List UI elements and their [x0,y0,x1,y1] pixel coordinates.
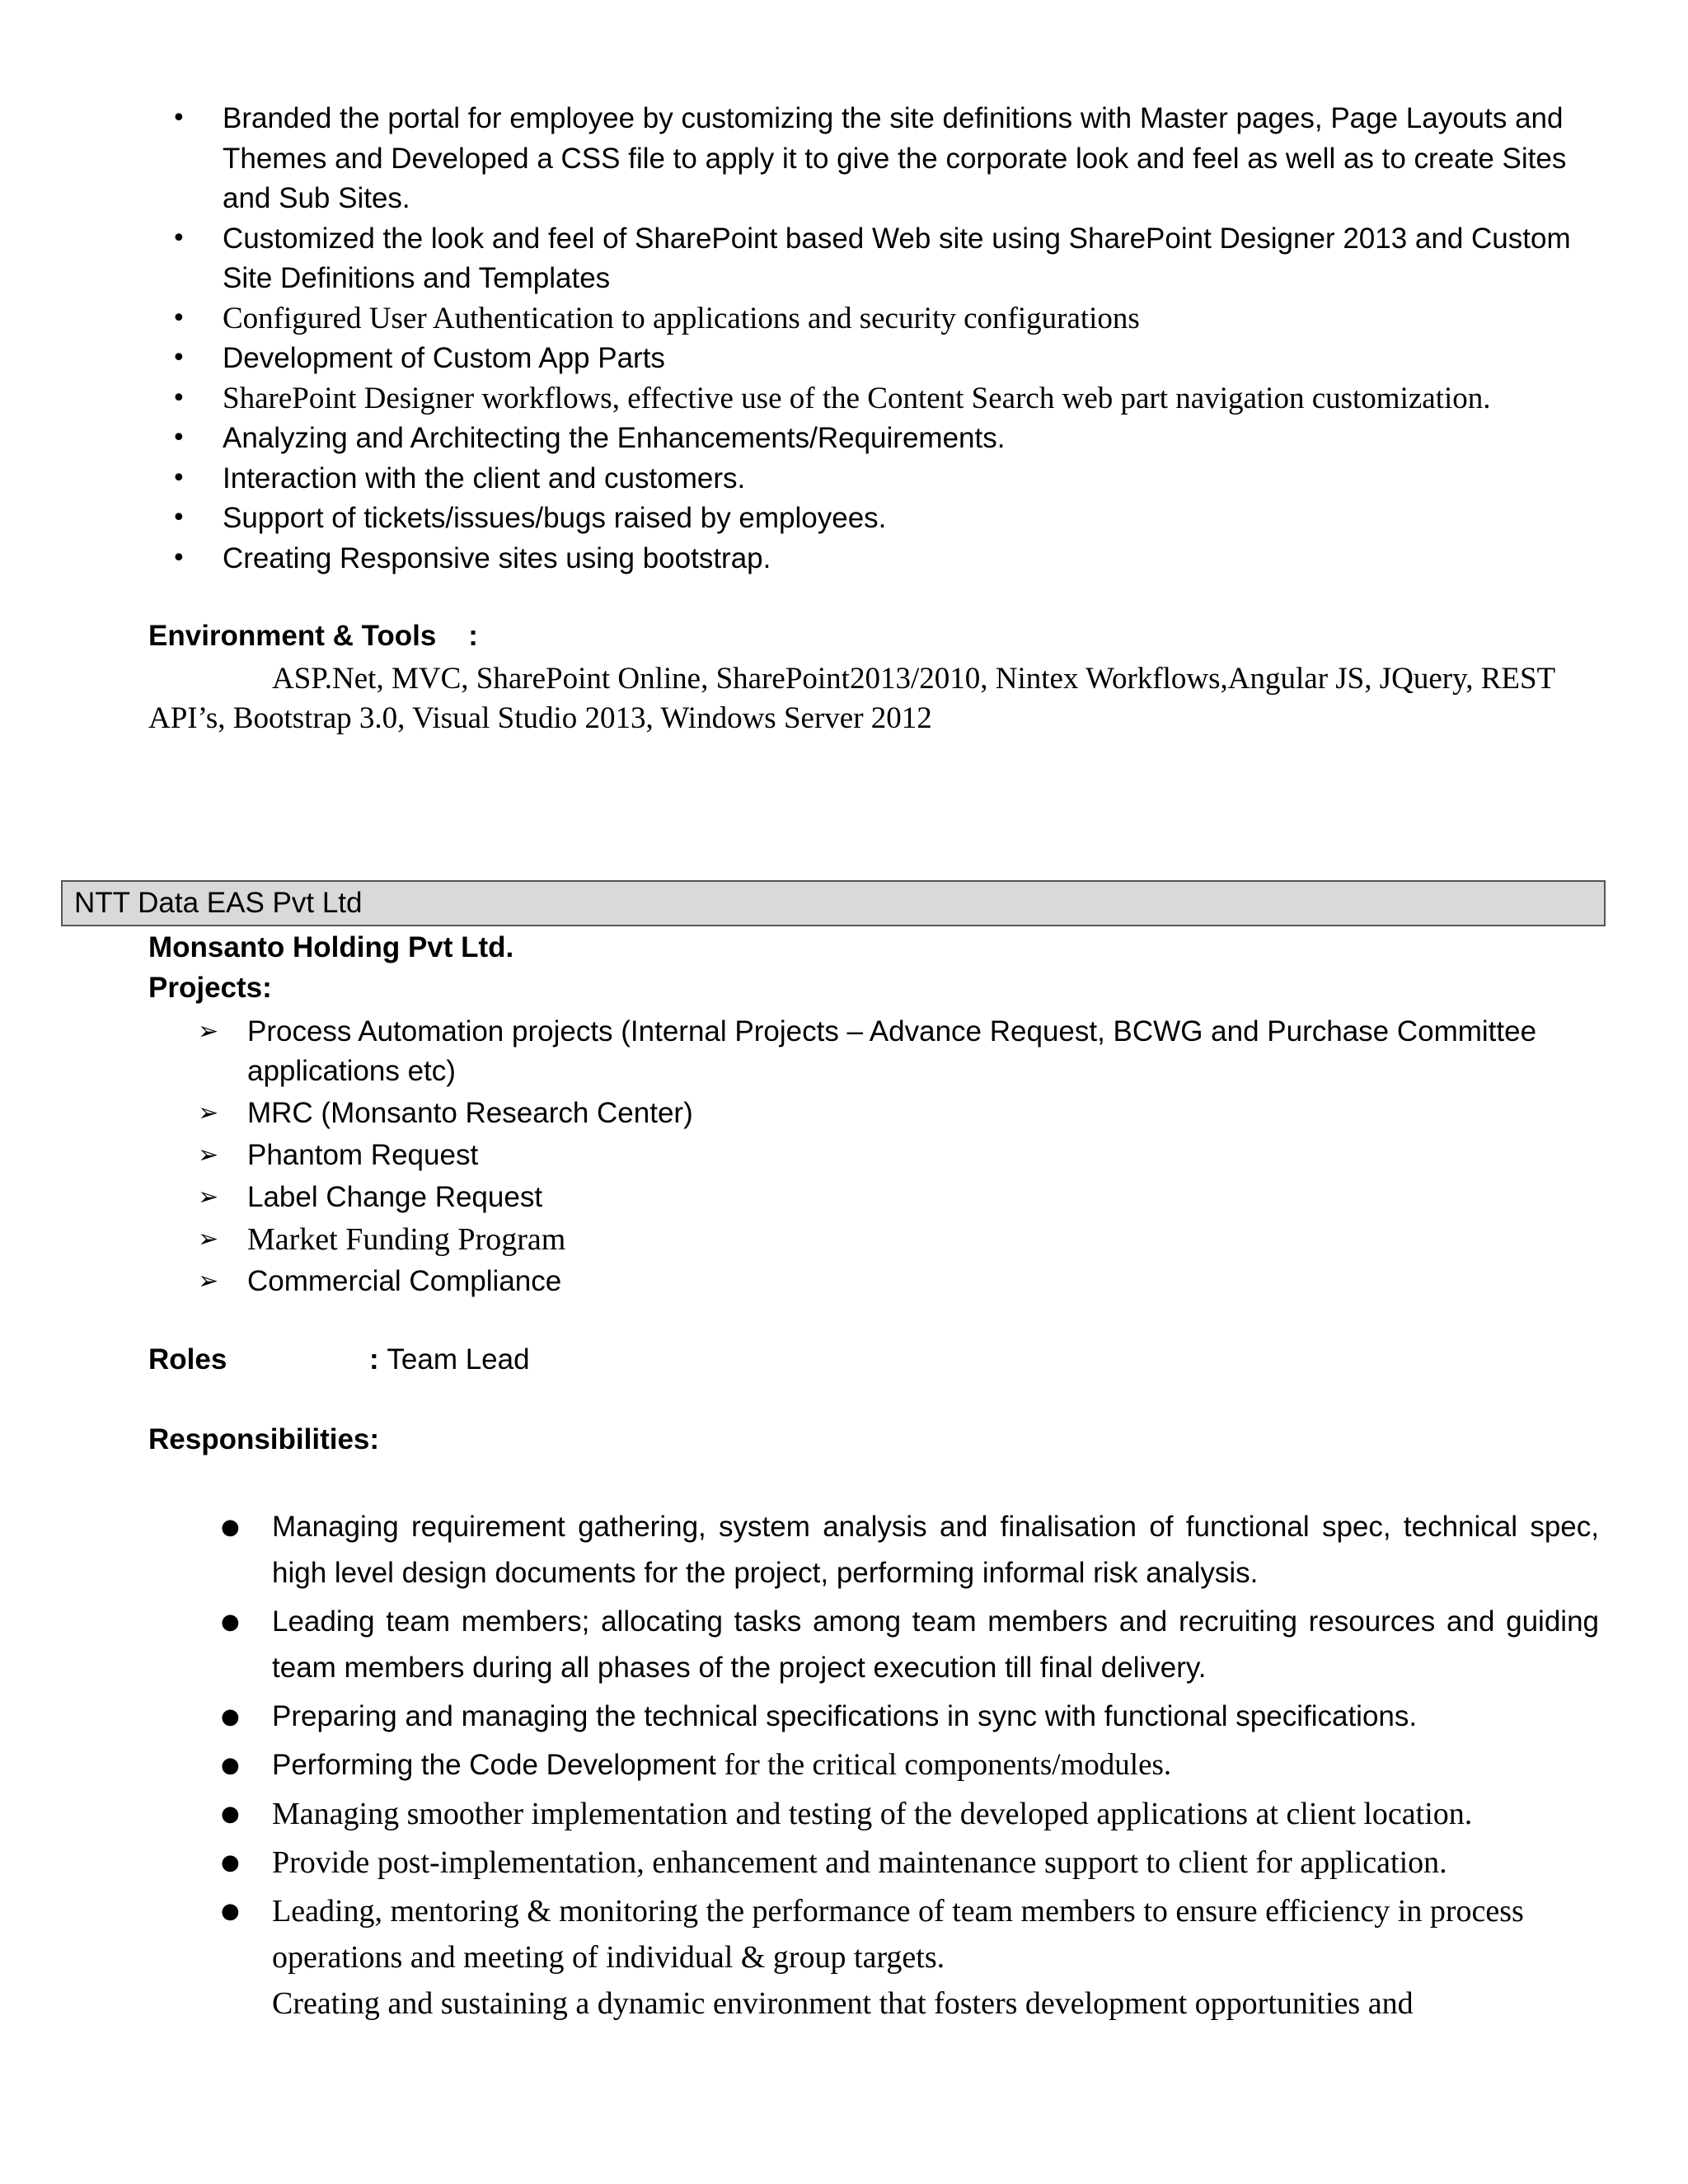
project-item: ➢ Phantom Request [198,1136,1599,1175]
list-item: ● Leading team members; allocating tasks among team members and recruiting resources and guiding team members during all phases of the project execution till final delivery. [221,1599,1599,1691]
list-item: • Support of tickets/issues/bugs raised by employees. [171,499,1622,539]
roles-colon: : [369,1343,379,1376]
list-item: ● Managing smoother implementation and testing of the developed applications at client location. [221,1791,1599,1837]
list-item: ● Provide post-implementation, enhancement and maintenance support to client for application. [221,1840,1599,1886]
project-item: ➢ Process Automation projects (Internal Projects – Advance Request, BCWG and Purchase Committee applications etc) [198,1012,1599,1091]
list-item [221,1888,1599,2027]
list-item: ● Preparing and managing the technical specifications in sync with functional specifications. [221,1694,1599,1740]
experience-bullet-list [171,99,1622,579]
list-item-rest: for the critical components/modules. [724,1748,1172,1782]
list-item: • Development of Custom App Parts [171,339,1622,379]
client-name: Monsanto Holding Pvt Ltd. [148,931,514,963]
project-item: ➢ MRC (Monsanto Research Center) [198,1094,1599,1133]
list-item: • Analyzing and Architecting the Enhancements/Requirements. [171,419,1622,459]
project-item: ➢ Market Funding Program [198,1220,1599,1259]
roles-label: Roles [148,1343,227,1376]
list-item-continuation: Creating and sustaining a dynamic environment that fosters development opportunities and [272,1986,1414,2021]
responsibilities-heading: Responsibilities: [148,1423,380,1455]
list-item [221,1742,1599,1788]
project-item: ➢ Label Change Request [198,1178,1599,1217]
list-item-lead: Performing the Code Development [272,1749,724,1781]
company-header: NTT Data EAS Pvt Ltd [61,880,1606,926]
list-item: • Customized the look and feel of SharePoint based Web site using SharePoint Designer 2013 and Custom Site Definitions and Templates [171,219,1622,299]
projects-list [198,1012,1599,1304]
list-item-text: Leading, mentoring & monitoring the performance of team members to ensure efficiency in process operations and meeting of individual & group targets. [272,1894,1524,1975]
responsibilities-list [221,1504,1599,2029]
project-item: ➢ Commercial Compliance [198,1262,1599,1301]
list-item: • Configured User Authentication to applications and security configurations [171,299,1622,340]
roles-line [148,1343,530,1376]
list-item: • Interaction with the client and customers. [171,459,1622,499]
environment-label: Environment & Tools : [148,620,478,652]
list-item: • Creating Responsive sites using bootstrap. [171,539,1622,579]
list-item: • Branded the portal for employee by customizing the site definitions with Master pages, Page Layouts and Themes and Developed a CSS file to apply it to give the corporate look and feel as well as to create Sites and Sub Sites. [171,99,1622,219]
list-item: ● Managing requirement gathering, system analysis and finalisation of functional spec, technical spec, high level design documents for the project, performing informal risk analysis. [221,1504,1599,1596]
environment-text: ASP.Net, MVC, SharePoint Online, SharePoint2013/2010, Nintex Workflows,Angular JS, JQuery, REST API’s, Bootstrap 3.0, Visual Studio 2013, Windows Server 2012 [148,662,1555,735]
projects-heading: Projects: [148,972,272,1004]
roles-value: Team Lead [387,1343,530,1376]
list-item: • SharePoint Designer workflows, effective use of the Content Search web part navigation customization. [171,379,1622,419]
